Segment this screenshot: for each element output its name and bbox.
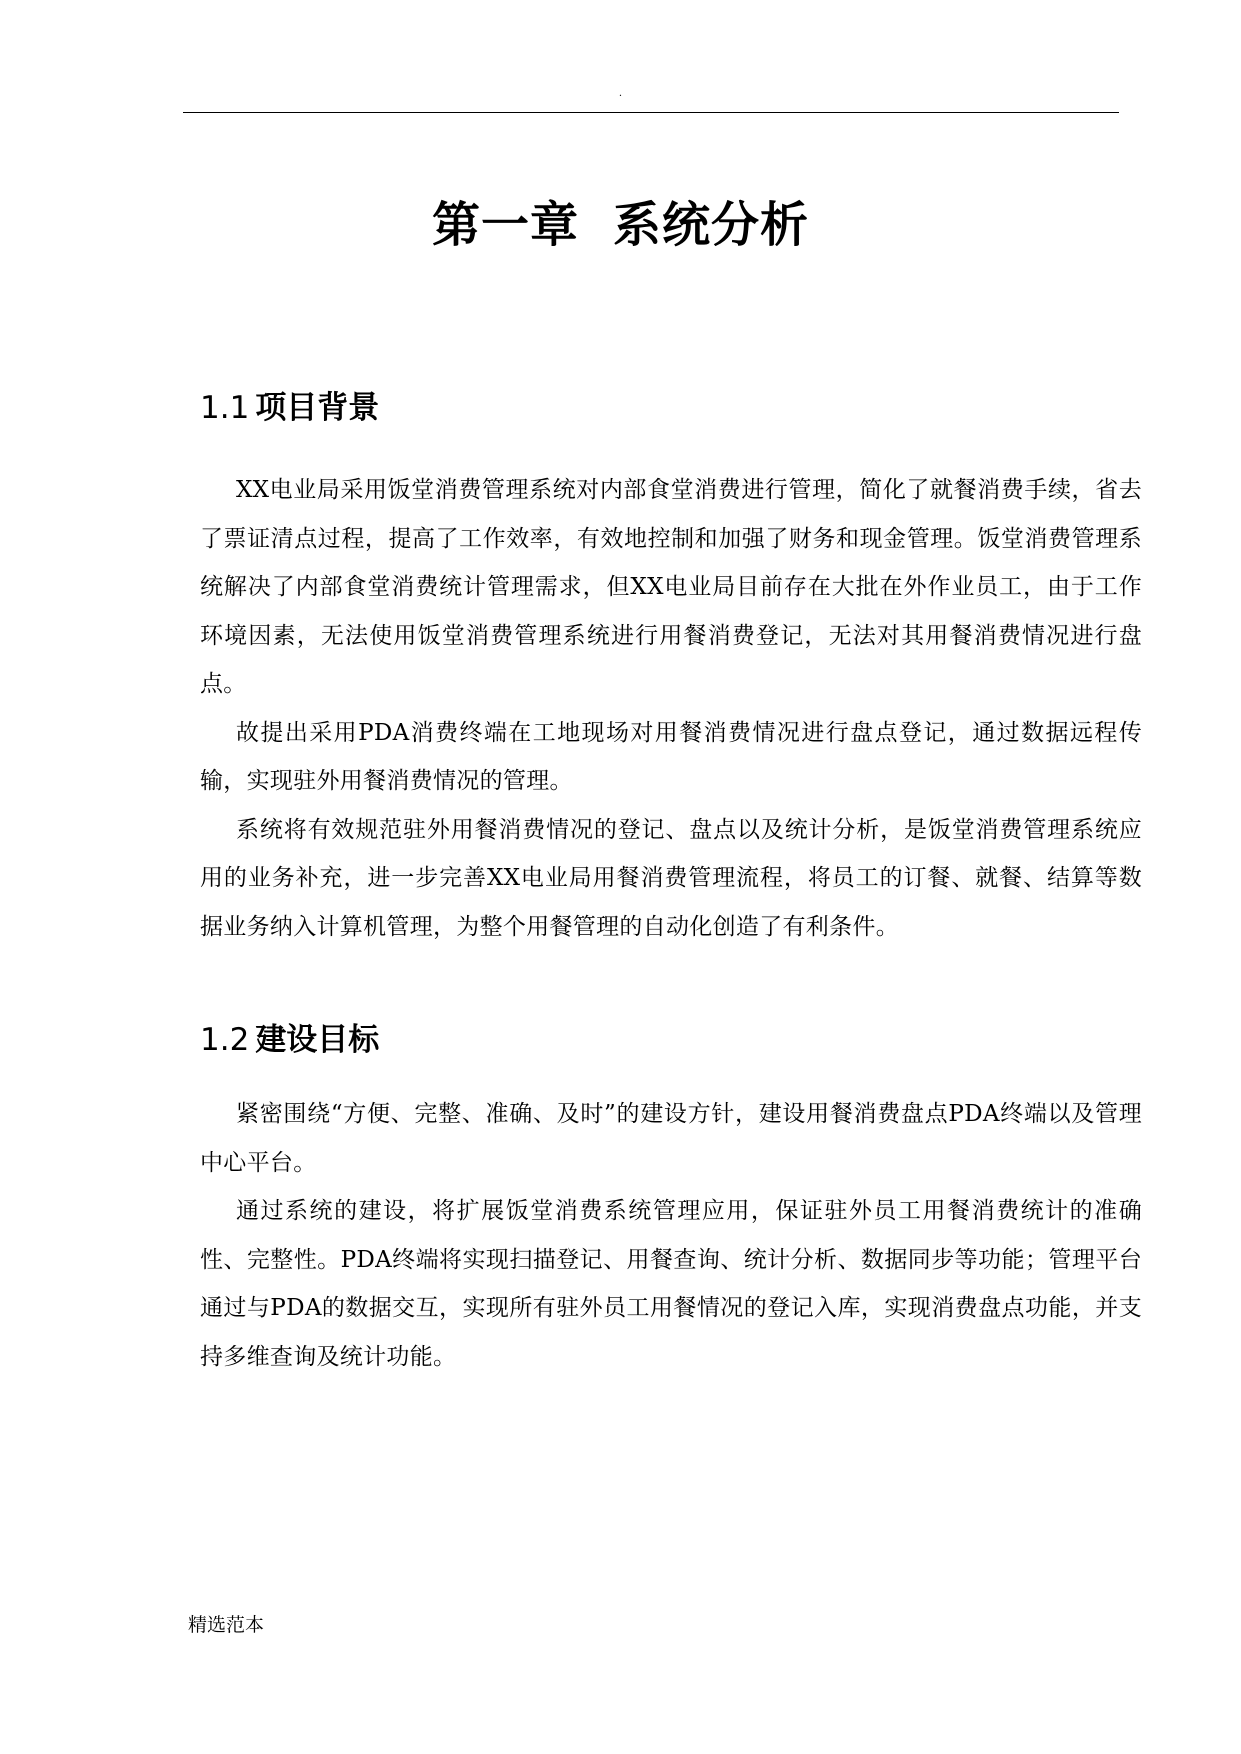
- section-body-1-2: [200, 1090, 1142, 1381]
- section-heading-1-2: [200, 1018, 379, 1062]
- chapter-title: [0, 190, 1241, 260]
- page-header-mark: .: [618, 88, 623, 99]
- section-number: 1.1: [200, 390, 250, 426]
- chapter-number: 第一章: [431, 197, 579, 253]
- section-heading-1-1: [200, 386, 379, 430]
- paragraph: 故提出采用PDA消费终端在工地现场对用餐消费情况进行盘点登记，通过数据远程传输，实现驻外用餐消费情况的管理。: [200, 719, 1142, 794]
- footer-text: 精选范本: [188, 1614, 265, 1636]
- section-body-1-1: [200, 466, 1142, 951]
- section-number: 1.2: [200, 1022, 250, 1058]
- section-title: 项目背景: [255, 390, 380, 426]
- paragraph: 紧密围绕“方便、完整、准确、及时”的建设方针，建设用餐消费盘点PDA终端以及管理中心平台。: [200, 1101, 1142, 1176]
- header-rule: [183, 112, 1119, 113]
- paragraph: 系统将有效规范驻外用餐消费情况的登记、盘点以及统计分析，是饭堂消费管理系统应用的业务补充，进一步完善XX电业局用餐消费管理流程，将员工的订餐、就餐、结算等数据业务纳入计算机管理，为整个用餐管理的自动化创造了有利条件。: [200, 816, 1142, 940]
- chapter-name: 系统分析: [613, 197, 810, 253]
- section-title: 建设目标: [255, 1022, 380, 1058]
- paragraph: XX电业局采用饭堂消费管理系统对内部食堂消费进行管理，简化了就餐消费手续，省去了票证清点过程，提高了工作效率，有效地控制和加强了财务和现金管理。饭堂消费管理系统解决了内部食堂消费统计管理需求，但XX电业局目前存在大批在外作业员工，由于工作环境因素，无法使用饭堂消费管理系统进行用餐消费登记，无法对其用餐消费情况进行盘点。: [200, 477, 1142, 697]
- paragraph: 通过系统的建设，将扩展饭堂消费系统管理应用，保证驻外员工用餐消费统计的准确性、完整性。PDA终端将实现扫描登记、用餐查询、统计分析、数据同步等功能；管理平台通过与PDA的数据交互，实现所有驻外员工用餐情况的登记入库，实现消费盘点功能，并支持多维查询及统计功能。: [200, 1198, 1142, 1370]
